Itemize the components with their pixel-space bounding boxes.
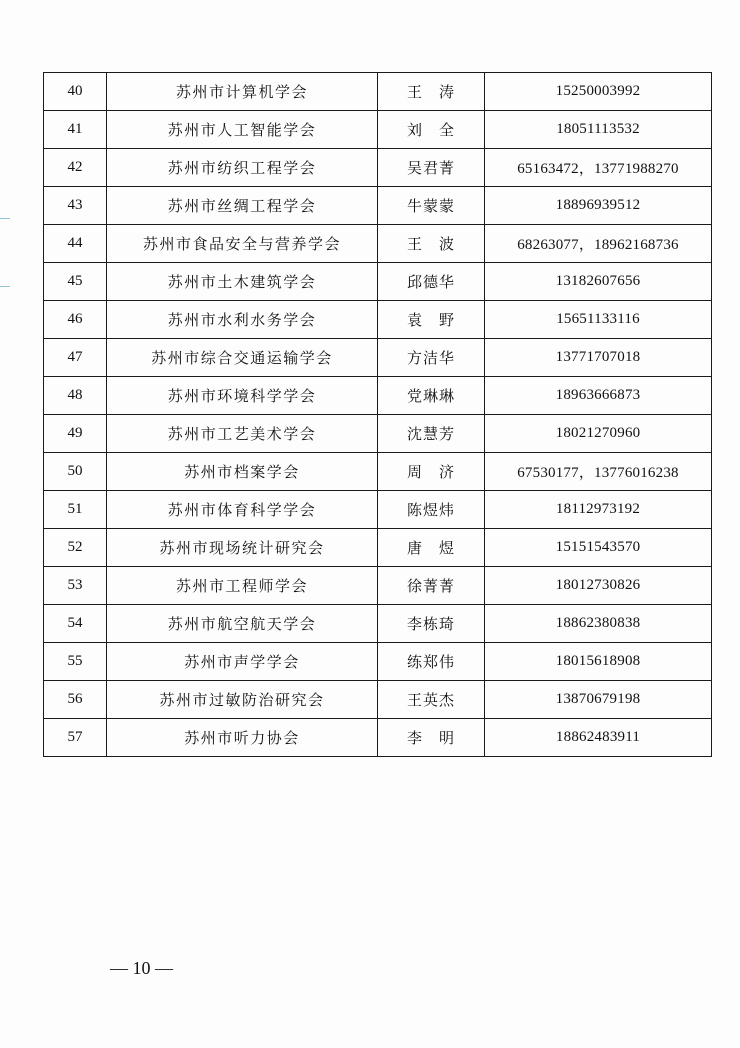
organization-name: 苏州市纺织工程学会 <box>107 149 378 187</box>
contact-phone: 67530177，13776016238 <box>485 453 712 491</box>
table-row <box>44 453 712 491</box>
contact-phone: 18021270960 <box>485 415 712 453</box>
organization-name: 苏州市丝绸工程学会 <box>107 187 378 225</box>
organization-name: 苏州市档案学会 <box>107 453 378 491</box>
table-row <box>44 149 712 187</box>
table-body <box>44 73 712 757</box>
row-number: 48 <box>44 377 107 415</box>
scan-edge-mark <box>0 286 10 287</box>
row-number: 50 <box>44 453 107 491</box>
table-row <box>44 567 712 605</box>
row-number: 55 <box>44 643 107 681</box>
contact-person: 周 济 <box>378 453 485 491</box>
row-number: 45 <box>44 263 107 301</box>
row-number: 40 <box>44 73 107 111</box>
organization-name: 苏州市综合交通运输学会 <box>107 339 378 377</box>
contact-phone: 18862380838 <box>485 605 712 643</box>
row-number: 44 <box>44 225 107 263</box>
row-number: 52 <box>44 529 107 567</box>
row-number: 51 <box>44 491 107 529</box>
organization-name: 苏州市体育科学学会 <box>107 491 378 529</box>
row-number: 57 <box>44 719 107 757</box>
table-row <box>44 491 712 529</box>
row-number: 53 <box>44 567 107 605</box>
contact-phone: 18012730826 <box>485 567 712 605</box>
page-number: — 10 — <box>110 958 173 978</box>
row-number: 43 <box>44 187 107 225</box>
society-contact-table <box>43 72 712 757</box>
contact-person: 沈慧芳 <box>378 415 485 453</box>
contact-person: 陈煜炜 <box>378 491 485 529</box>
contact-person: 刘 全 <box>378 111 485 149</box>
contact-person: 王英杰 <box>378 681 485 719</box>
contact-person: 方洁华 <box>378 339 485 377</box>
table-row <box>44 681 712 719</box>
contact-phone: 18051113532 <box>485 111 712 149</box>
contact-person: 王 波 <box>378 225 485 263</box>
table-row <box>44 415 712 453</box>
organization-name: 苏州市食品安全与营养学会 <box>107 225 378 263</box>
row-number: 42 <box>44 149 107 187</box>
contact-phone: 13771707018 <box>485 339 712 377</box>
table-row <box>44 111 712 149</box>
organization-name: 苏州市水利水务学会 <box>107 301 378 339</box>
contact-phone: 13182607656 <box>485 263 712 301</box>
contact-person: 徐菁菁 <box>378 567 485 605</box>
contact-phone: 18862483911 <box>485 719 712 757</box>
row-number: 46 <box>44 301 107 339</box>
organization-name: 苏州市航空航天学会 <box>107 605 378 643</box>
organization-name: 苏州市环境科学学会 <box>107 377 378 415</box>
table-row <box>44 301 712 339</box>
row-number: 41 <box>44 111 107 149</box>
contact-phone: 68263077，18962168736 <box>485 225 712 263</box>
contact-person: 邱德华 <box>378 263 485 301</box>
contact-person: 牛蒙蒙 <box>378 187 485 225</box>
row-number: 56 <box>44 681 107 719</box>
contact-person: 李 明 <box>378 719 485 757</box>
table-row <box>44 187 712 225</box>
contact-phone: 18112973192 <box>485 491 712 529</box>
table-row <box>44 225 712 263</box>
contact-person: 李栋琦 <box>378 605 485 643</box>
contact-person: 唐 煜 <box>378 529 485 567</box>
organization-name: 苏州市工程师学会 <box>107 567 378 605</box>
contact-phone: 18963666873 <box>485 377 712 415</box>
organization-name: 苏州市计算机学会 <box>107 73 378 111</box>
row-number: 47 <box>44 339 107 377</box>
organization-name: 苏州市声学学会 <box>107 643 378 681</box>
table-row <box>44 605 712 643</box>
contact-person: 袁 野 <box>378 301 485 339</box>
row-number: 49 <box>44 415 107 453</box>
organization-name: 苏州市土木建筑学会 <box>107 263 378 301</box>
contact-phone: 15651133116 <box>485 301 712 339</box>
contact-phone: 13870679198 <box>485 681 712 719</box>
table-row <box>44 719 712 757</box>
table-row <box>44 377 712 415</box>
organization-name: 苏州市工艺美术学会 <box>107 415 378 453</box>
contact-person: 党琳琳 <box>378 377 485 415</box>
row-number: 54 <box>44 605 107 643</box>
table-row <box>44 73 712 111</box>
contact-phone: 18015618908 <box>485 643 712 681</box>
contact-person: 练郑伟 <box>378 643 485 681</box>
organization-name: 苏州市人工智能学会 <box>107 111 378 149</box>
contact-person: 王 涛 <box>378 73 485 111</box>
organization-name: 苏州市听力协会 <box>107 719 378 757</box>
contact-phone: 15250003992 <box>485 73 712 111</box>
contact-phone: 65163472，13771988270 <box>485 149 712 187</box>
table-row <box>44 529 712 567</box>
table-row <box>44 339 712 377</box>
contact-person: 吴君菁 <box>378 149 485 187</box>
contact-phone: 18896939512 <box>485 187 712 225</box>
table-row <box>44 263 712 301</box>
contact-phone: 15151543570 <box>485 529 712 567</box>
organization-name: 苏州市现场统计研究会 <box>107 529 378 567</box>
organization-name: 苏州市过敏防治研究会 <box>107 681 378 719</box>
table-row <box>44 643 712 681</box>
scan-edge-mark <box>0 218 10 219</box>
